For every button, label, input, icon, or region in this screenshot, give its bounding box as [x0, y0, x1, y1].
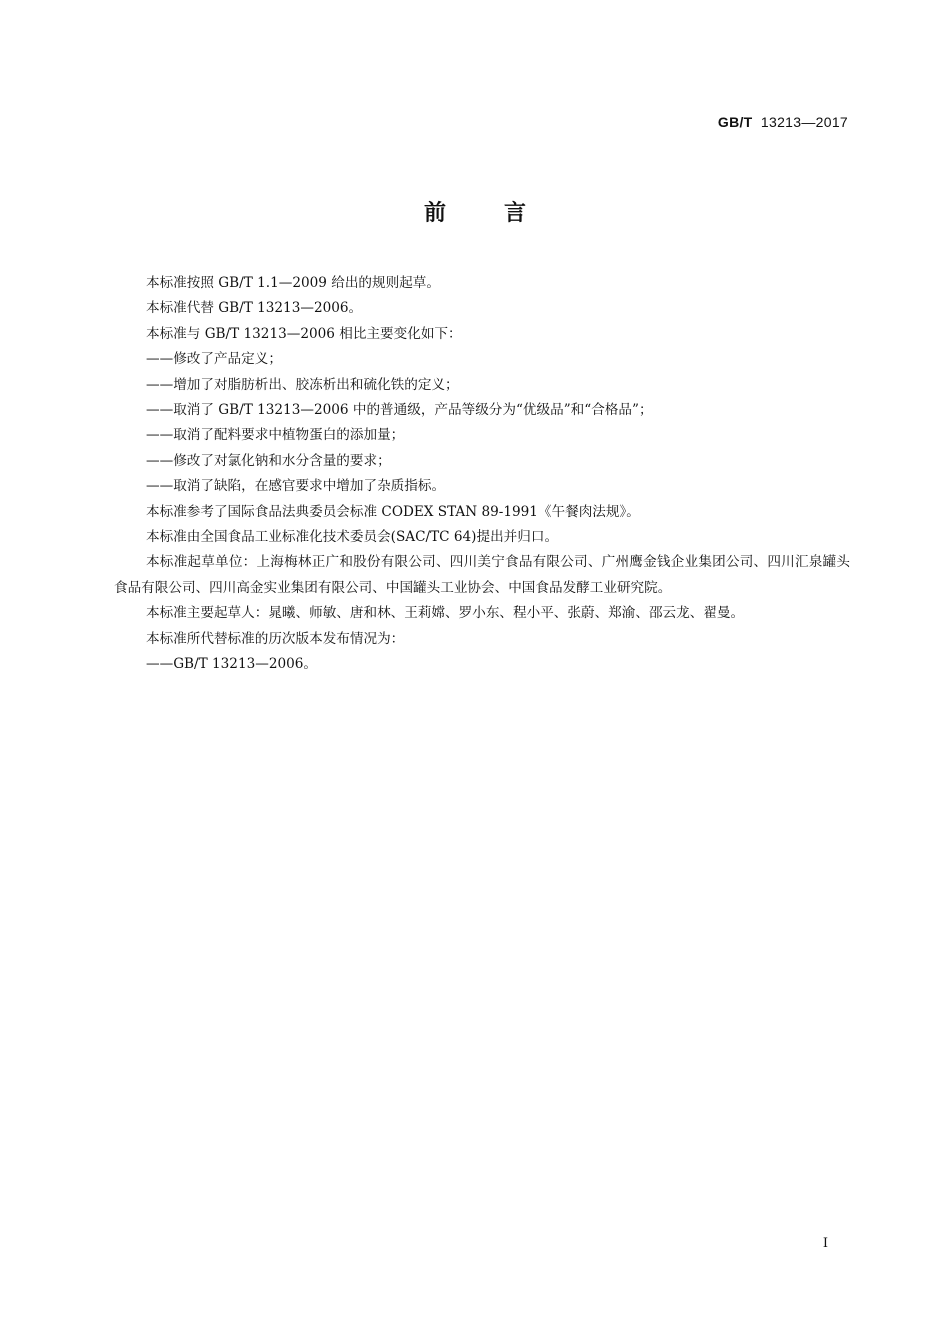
list-item-change: ——取消了配料要求中植物蛋白的添加量； [146, 427, 405, 444]
paragraph-drafters: 本标准主要起草人：晁曦、师敏、唐和林、王莉嫦、罗小东、程小平、张蔚、郑渝、邵云龙、翟曼。 [146, 605, 745, 622]
list-item-change: ——取消了 GB/T 13213—2006 中的普通级，产品等级分为“优级品”和“合格品”； [146, 402, 653, 419]
paragraph-history-intro: 本标准所代替标准的历次版本发布情况为： [146, 630, 405, 647]
page-number: I [822, 1236, 828, 1251]
paragraph-replaces: 本标准代替 GB/T 13213—2006。 [146, 300, 363, 317]
paragraph-drafting-units: 本标准起草单位：上海梅林正广和股份有限公司、四川美宁食品有限公司、广州鹰金钱企业集团公司、四川汇泉罐头食品有限公司、四川高金实业集团有限公司、中国罐头工业协会、中国食品发酵工业研究院。 [114, 554, 850, 596]
paragraph-reference: 本标准参考了国际食品法典委员会标准 CODEX STAN 89-1991《午餐肉法规》。 [146, 503, 640, 520]
page-title: 前言 [423, 201, 584, 226]
list-item-change: ——修改了对氯化钠和水分含量的要求； [146, 452, 391, 469]
standard-code-prefix: GB/T [717, 114, 753, 130]
paragraph-proposer: 本标准由全国食品工业标准化技术委员会(SAC/TC 64)提出并归口。 [146, 529, 559, 546]
standard-code-number: 13213—2017 [760, 114, 848, 130]
list-item-change: ——取消了缺陷，在感官要求中增加了杂质指标。 [146, 478, 446, 495]
standard-code [718, 114, 848, 130]
foreword-body [114, 271, 850, 678]
list-item-change: ——增加了对脂肪析出、胶冻析出和硫化铁的定义； [146, 376, 459, 393]
list-item-change: ——修改了产品定义； [146, 351, 282, 368]
paragraph-drafting-rules: 本标准按照 GB/T 1.1—2009 给出的规则起草。 [146, 275, 440, 291]
paragraph-changes-intro: 本标准与 GB/T 13213—2006 相比主要变化如下： [146, 325, 462, 342]
list-item-history: ——GB/T 13213—2006。 [146, 656, 318, 673]
